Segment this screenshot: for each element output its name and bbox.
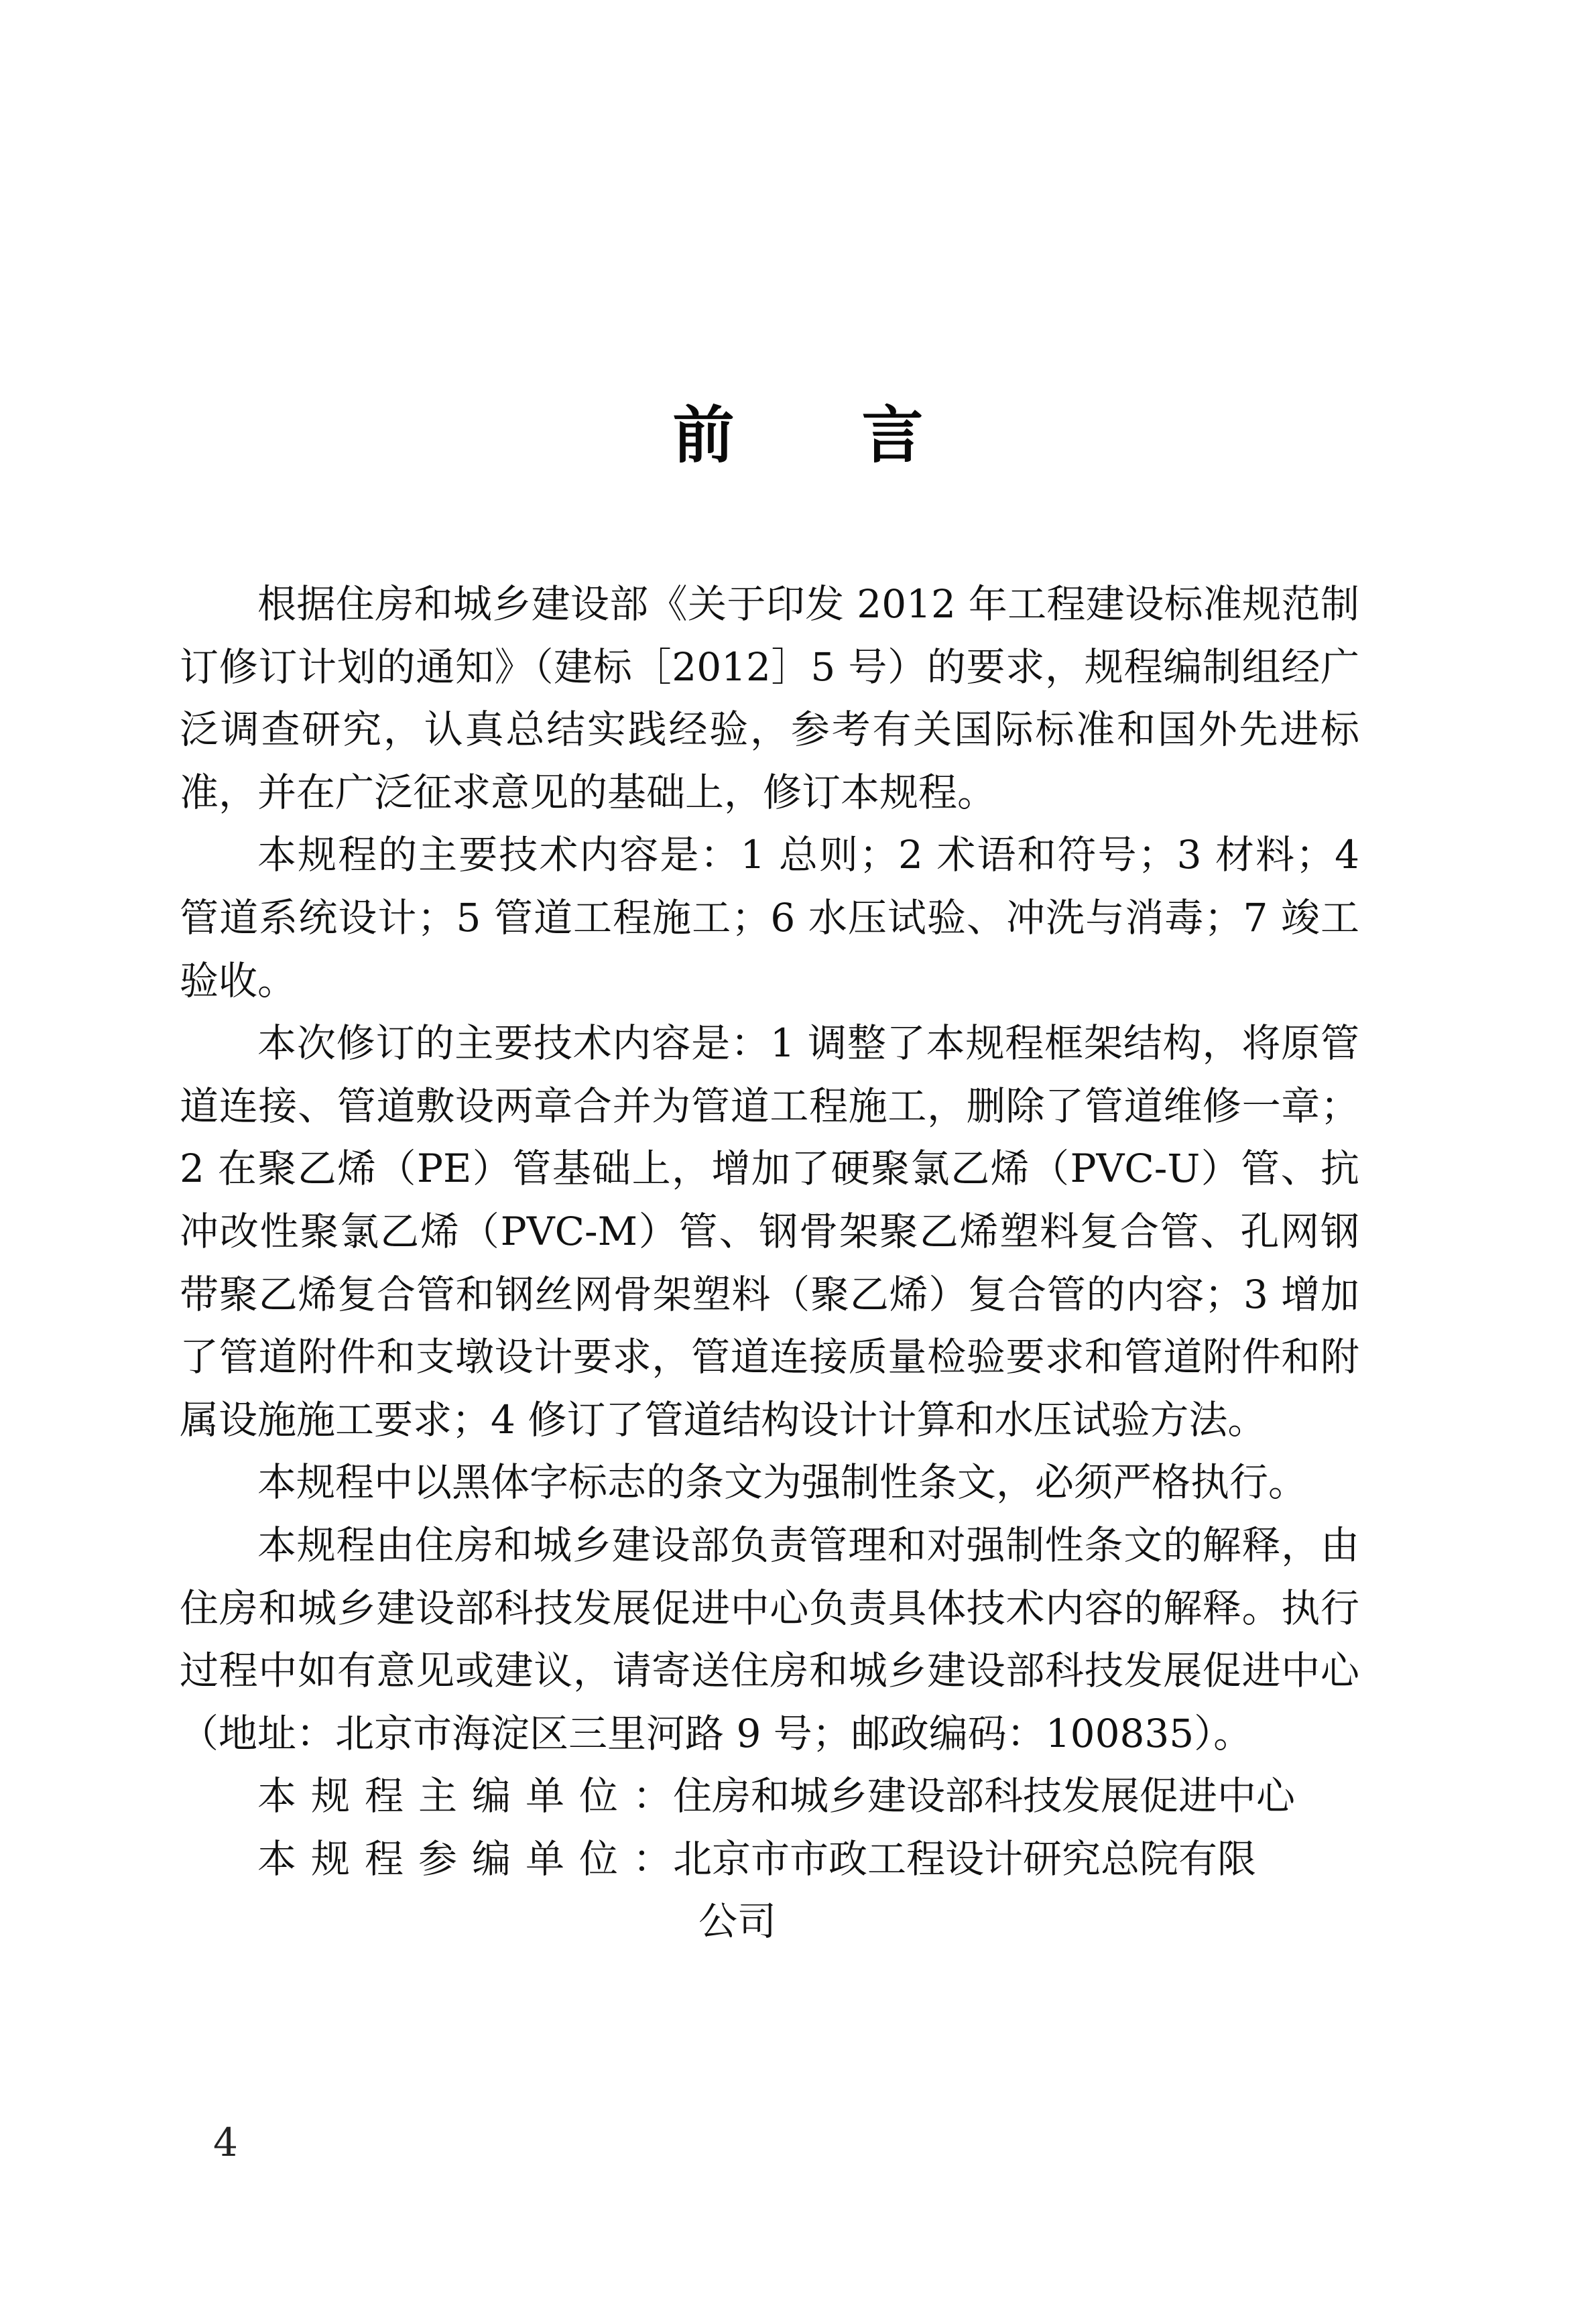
participating-label: 本规程参编单位： <box>257 1835 687 1882</box>
paragraph-management: 本规程由住房和城乡建设部负责管理和对强制性条文的解释，由住房和城乡建设部科技发展促进中心负责具体技术内容的解释。执行过程中如有意见或建议，请寄送住房和城乡建设部科技发展促进中心（地址：北京市海淀区三里河路 9 号；邮政编码：100835）。 <box>180 1522 1359 1756</box>
chief-editor-label: 本规程主编单位： <box>257 1773 687 1819</box>
chief-editor-value: 住房和城乡建设部科技发展促进中心 <box>673 1773 1296 1819</box>
chief-editor-unit <box>180 1765 1359 1828</box>
paragraph-revision: 本次修订的主要技术内容是：1 调整了本规程框架结构，将原管道连接、管道敷设两章合并为管道工程施工，删除了管道维修一章；2 在聚乙烯（PE）管基础上，增加了硬聚氯乙烯（PVC-U）管、抗冲改性聚氯乙烯（PVC-M）管、钢骨架聚乙烯塑料复合管、孔网钢带聚乙烯复合管和钢丝网骨架塑料（聚乙烯）复合管的内容；3 增加了管道附件和支墩设计要求，管道连接质量检验要求和管道附件和附属设施施工要求；4 修订了管道结构设计计算和水压试验方法。 <box>180 1020 1359 1443</box>
page-number: 4 <box>213 2120 238 2165</box>
paragraph-mandatory: 本规程中以黑体字标志的条文为强制性条文，必须严格执行。 <box>257 1459 1308 1506</box>
participating-value: 北京市市政工程设计研究总院有限 <box>673 1835 1257 1882</box>
paragraph-basis: 根据住房和城乡建设部《关于印发 2012 年工程建设标准规范制订修订计划的通知》（建标［2012］5 号）的要求，规程编制组经广泛调查研究，认真总结实践经验，参考有关国际标准和国外先进标准，并在广泛征求意见的基础上，修订本规程。 <box>180 581 1359 815</box>
preface-body <box>180 573 1359 1953</box>
participating-unit <box>180 1828 1359 1891</box>
participating-value-continued: 公司 <box>698 1898 777 1945</box>
page-title: 前言 <box>672 400 1051 471</box>
paragraph-main-content: 本规程的主要技术内容是：1 总则；2 术语和符号；3 材料；4 管道系统设计；5 管道工程施工；6 水压试验、冲洗与消毒；7 竣工验收。 <box>180 832 1359 1004</box>
